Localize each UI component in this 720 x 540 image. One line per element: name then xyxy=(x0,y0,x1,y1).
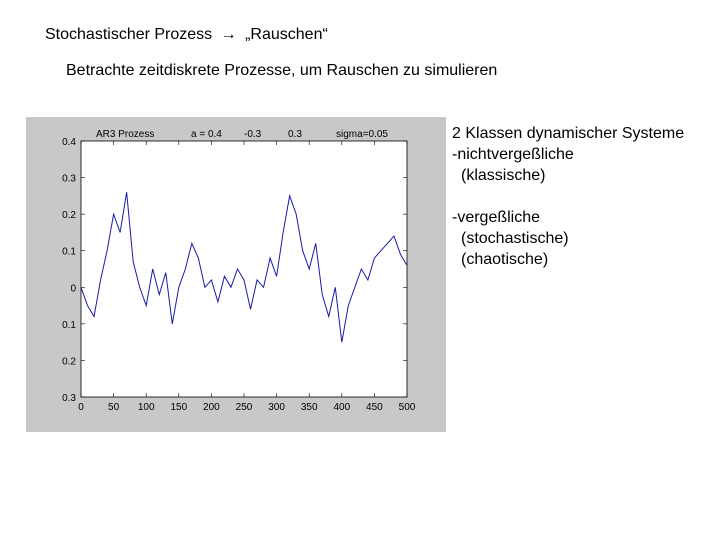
y-tick-label: 0.2 xyxy=(62,356,76,368)
y-tick-label: 0.2 xyxy=(62,210,76,222)
system-classes-list xyxy=(452,123,684,270)
x-tick-label: 500 xyxy=(398,402,416,413)
chart-svg xyxy=(26,117,446,432)
list-subitem-classical: (klassische) xyxy=(461,167,546,184)
slide-title xyxy=(45,26,328,44)
y-tick-label: 0.3 xyxy=(62,173,76,185)
right-arrow-icon: → xyxy=(220,26,237,43)
chart-title-part: AR3 Prozess xyxy=(96,129,155,140)
x-tick-label: 200 xyxy=(203,402,220,413)
x-tick-label: 100 xyxy=(137,402,155,413)
slide-subtitle: Betrachte zeitdiskrete Prozesse, um Rauschen zu simulieren xyxy=(66,62,498,79)
x-tick-label: 50 xyxy=(108,402,120,413)
y-tick-label: 0.4 xyxy=(62,137,76,148)
chart-title-part: -0.3 xyxy=(244,129,262,140)
x-tick-label: 300 xyxy=(268,402,285,413)
y-tick-label: 0.3 xyxy=(62,393,76,404)
list-heading: 2 Klassen dynamischer Systeme xyxy=(452,125,685,142)
x-tick-label: 450 xyxy=(366,402,383,413)
list-subitem-stochastic: (stochastische) xyxy=(461,230,569,247)
chart-title-part: 0.3 xyxy=(288,129,302,140)
chart-figure xyxy=(26,117,446,432)
chart-title-part: a = 0.4 xyxy=(191,129,222,140)
slide-title-text: Stochastischer Prozess xyxy=(45,26,213,43)
x-tick-label: 0 xyxy=(78,402,84,413)
list-item-forgetful: -vergeßliche xyxy=(452,209,541,226)
x-tick-label: 150 xyxy=(170,402,188,413)
slide-title-quote: „Rauschen“ xyxy=(245,26,328,43)
y-tick-label: 0 xyxy=(70,283,76,295)
plot-area xyxy=(81,141,407,397)
y-tick-label: 0.1 xyxy=(62,319,76,331)
x-tick-label: 350 xyxy=(300,402,318,413)
list-subitem-chaotic: (chaotische) xyxy=(461,251,549,268)
list-item-nonforgetful: -nichtvergeßliche xyxy=(452,146,574,163)
y-tick-label: 0.1 xyxy=(62,246,76,258)
x-tick-label: 400 xyxy=(333,402,351,413)
x-tick-label: 250 xyxy=(235,402,253,413)
chart-title-part: sigma=0.05 xyxy=(336,129,388,140)
